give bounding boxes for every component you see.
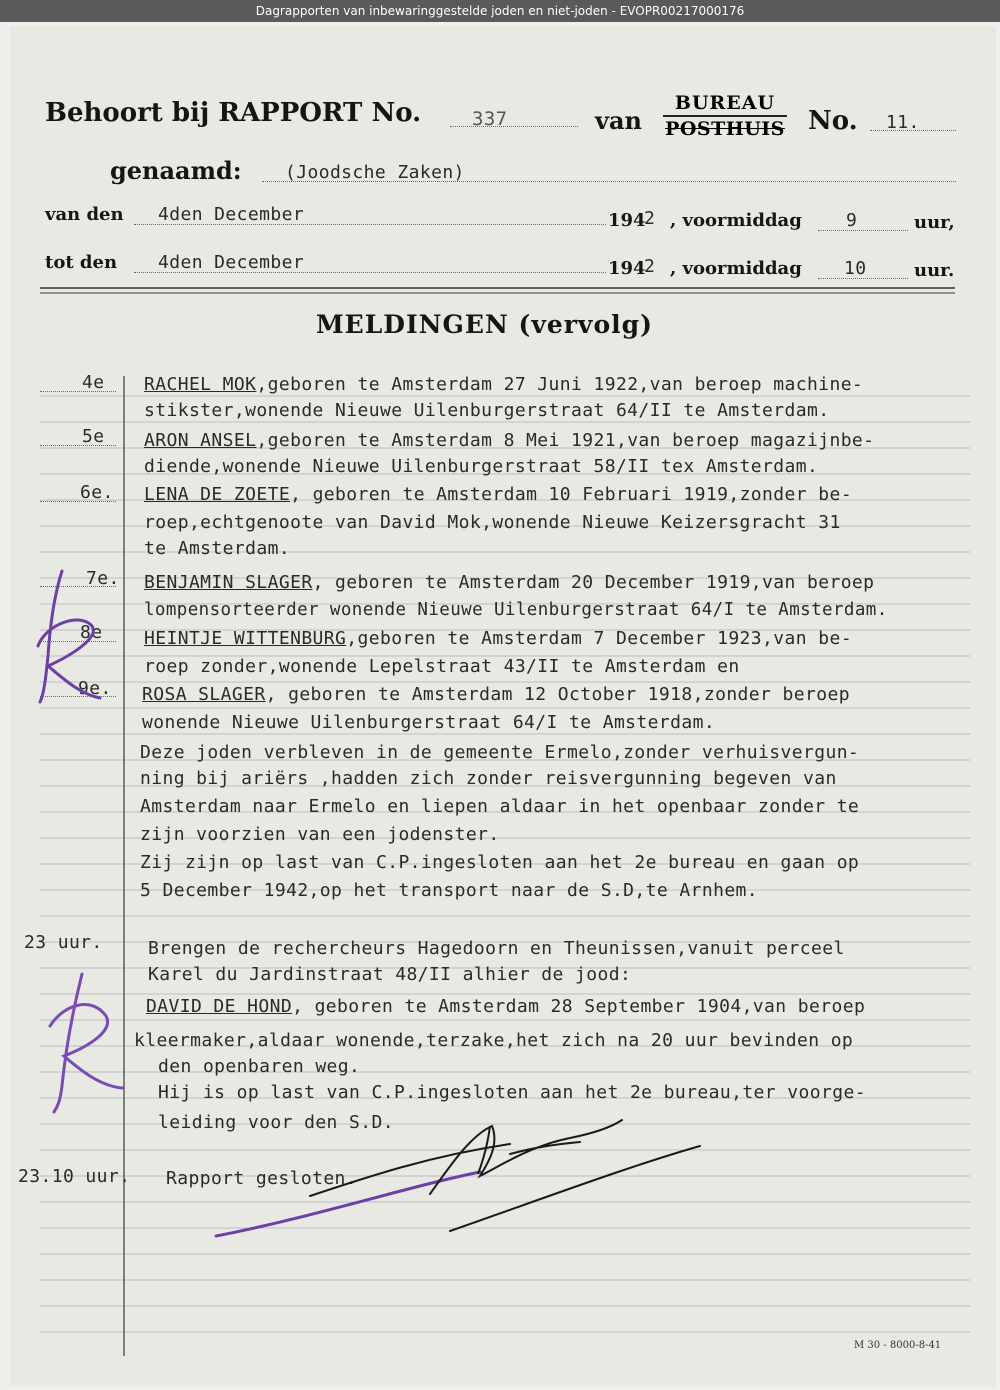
margin-time: 23.10 uur.	[18, 1166, 131, 1187]
tot-den-date: 4den December	[158, 252, 305, 273]
genaamd-value: (Joodsche Zaken)	[285, 162, 465, 183]
year-digit-1: 2	[644, 208, 656, 229]
uur-2-label: uur.	[914, 260, 955, 281]
entry-line: den openbaren weg.	[158, 1056, 361, 1077]
closing-text: Rapport gesloten.	[166, 1168, 358, 1189]
margin-number: 6e.	[80, 482, 114, 503]
entry-line: Brengen de rechercheurs Hagedoorn en Theunissen,vanuit perceel	[148, 938, 845, 959]
entry-line: ,geboren te Amsterdam 8 Mei 1921,van beroep magazijnbe-	[256, 430, 875, 451]
paragraph-line: Deze joden verbleven in de gemeente Ermelo,zonder verhuisvergun-	[140, 742, 860, 763]
no-label: No.	[808, 106, 858, 136]
margin-number: 9e.	[78, 678, 112, 699]
rapport-no-value: 337	[472, 108, 508, 130]
entry-line: leiding voor den S.D.	[158, 1112, 394, 1133]
posthuis-label: POSTHUIS	[665, 118, 785, 140]
voormiddag-label-1: , voormiddag	[670, 210, 802, 231]
entry-line: ,geboren te Amsterdam 7 December 1923,van be-	[346, 628, 852, 649]
entry-line: diende,wonende Nieuwe Uilenburgerstraat 58/II tex Amsterdam.	[144, 456, 819, 477]
person-name: BENJAMIN SLAGER	[144, 572, 313, 593]
year-prefix-2: 194	[608, 258, 646, 279]
van-label: van	[595, 106, 642, 135]
year-prefix-1: 194	[608, 210, 646, 231]
entry-line: , geboren te Amsterdam 28 September 1904,van beroep	[292, 996, 866, 1017]
entry-line: , geboren te Amsterdam 20 December 1919,van beroep	[312, 572, 875, 593]
entry-line: roep zonder,wonende Lepelstraat 43/II te Amsterdam en	[144, 656, 740, 677]
viewer-title: Dagrapporten van inbewaringgestelde joden en niet-joden - EVOPR00217000176	[255, 4, 745, 18]
uur-1-value: 9	[846, 210, 858, 231]
genaamd-label: genaamd:	[110, 156, 242, 185]
entry-line: roep,echtgenoote van David Mok,wonende Nieuwe Keizersgracht 31	[144, 512, 841, 533]
van-den-label: van den	[45, 204, 124, 225]
paragraph-line: ning bij ariërs ,hadden zich zonder reisvergunning begeven van	[140, 768, 837, 789]
entry-line: Karel du Jardinstraat 48/II alhier de jood:	[148, 964, 632, 985]
person-name: ARON ANSEL	[144, 430, 257, 451]
entry-line: te Amsterdam.	[144, 538, 291, 559]
entry-line: Hij is op last van C.P.ingesloten aan het 2e bureau,ter voorge-	[158, 1082, 866, 1103]
person-name: DAVID DE HOND	[146, 996, 293, 1017]
margin-number: 5e	[82, 426, 105, 447]
margin-number: 7e.	[86, 568, 120, 589]
person-name: HEINTJE WITTENBURG	[144, 628, 347, 649]
paragraph-line: zijn voorzien van een jodenster.	[140, 824, 500, 845]
entry-line: lompensorteerder wonende Nieuwe Uilenburgerstraat 64/I te Amsterdam.	[144, 600, 888, 620]
year-digit-2: 2	[644, 256, 656, 277]
viewer-title-bar	[0, 0, 1000, 22]
margin-number: 8e	[80, 622, 103, 643]
tot-den-label: tot den	[45, 252, 118, 273]
margin-time: 23 uur.	[24, 932, 103, 953]
section-title: MELDINGEN (vervolg)	[316, 310, 653, 339]
form-code: M 30 - 8000-8-41	[854, 1340, 942, 1351]
uur-2-value: 10	[844, 258, 867, 279]
signature-mark	[10, 26, 996, 1386]
no-value: 11.	[886, 112, 920, 133]
behoort-label: Behoort bij RAPPORT No.	[45, 98, 422, 128]
entry-line: wonende Nieuwe Uilenburgerstraat 64/I te Amsterdam.	[142, 712, 716, 733]
person-name: LENA DE ZOETE	[144, 484, 291, 505]
report-page	[10, 26, 996, 1386]
uur-1-label: uur,	[914, 212, 955, 233]
person-name: ROSA SLAGER	[142, 684, 266, 705]
paragraph-line: Zij zijn op last van C.P.ingesloten aan het 2e bureau en gaan op	[140, 852, 860, 873]
entry-line: , geboren te Amsterdam 12 October 1918,zonder beroep	[265, 684, 850, 705]
bureau-label: BUREAU	[674, 92, 776, 114]
margin-number: 4e	[82, 372, 105, 393]
voormiddag-label-2: , voormiddag	[670, 258, 802, 279]
entry-line: ,geboren te Amsterdam 27 Juni 1922,van beroep machine-	[256, 374, 864, 395]
paragraph-line: 5 December 1942,op het transport naar de S.D,te Arnhem.	[140, 880, 759, 901]
van-den-date: 4den December	[158, 204, 305, 225]
entry-line: kleermaker,aldaar wonende,terzake,het zich na 20 uur bevinden op	[134, 1030, 854, 1051]
person-name: RACHEL MOK	[144, 374, 257, 395]
entry-line: stikster,wonende Nieuwe Uilenburgerstraat 64/II te Amsterdam.	[144, 400, 830, 421]
entry-line: , geboren te Amsterdam 10 Februari 1919,zonder be-	[290, 484, 852, 505]
paragraph-line: Amsterdam naar Ermelo en liepen aldaar in het openbaar zonder te	[140, 796, 860, 817]
